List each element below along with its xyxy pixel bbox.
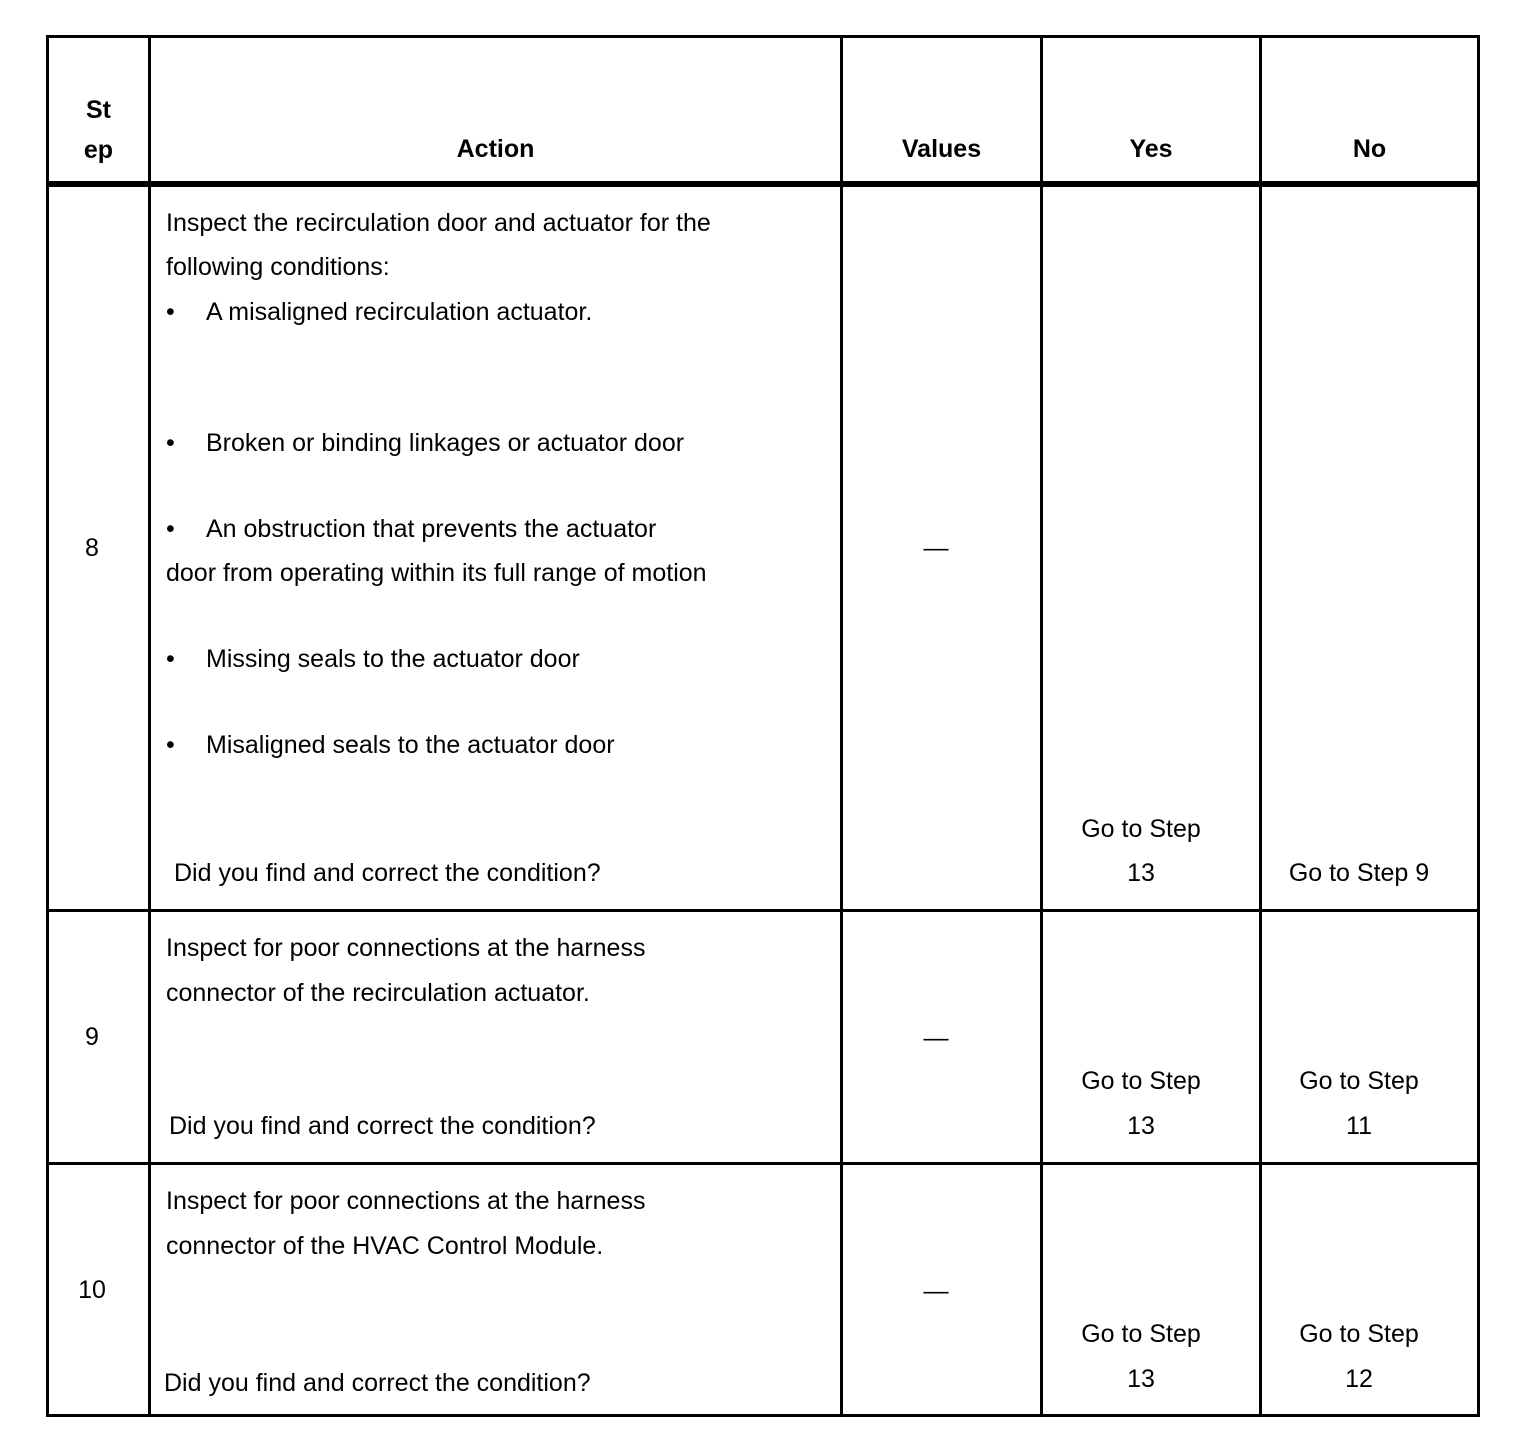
row-9-values: — xyxy=(923,1024,949,1052)
row-8-bullet-3-text: An obstruction that prevents the actuator xyxy=(206,515,657,543)
bullet-dot: • xyxy=(166,429,175,457)
row-8-step: 8 xyxy=(85,534,99,562)
row-9-yes-line1: Go to Step xyxy=(1081,1067,1201,1095)
col-divider-yes-no xyxy=(1259,35,1262,1417)
row-8-bullet-5-text: Misaligned seals to the actuator door xyxy=(206,731,615,759)
row-10-no-line1: Go to Step xyxy=(1299,1320,1419,1348)
header-step-line2: ep xyxy=(83,136,114,164)
row-9-yes-line2: 13 xyxy=(1127,1112,1155,1140)
row-8-bullet-4-text: Missing seals to the actuator door xyxy=(206,645,580,673)
row-8-bullet-3-continuation: door from operating within its full range of motion xyxy=(166,559,707,587)
row-divider-8-9 xyxy=(46,909,1480,912)
row-8-values: — xyxy=(923,534,949,562)
bullet-dot: • xyxy=(166,515,175,543)
table-bottom-border xyxy=(46,1414,1480,1417)
row-10-question: Did you find and correct the condition? xyxy=(164,1369,591,1397)
row-8-bullet-3 xyxy=(166,507,656,551)
row-8-bullet-2 xyxy=(166,421,684,465)
row-10-intro-line1: Inspect for poor connections at the harness xyxy=(166,1187,646,1215)
header-values: Values xyxy=(901,135,982,163)
col-divider-values-yes xyxy=(1040,35,1043,1417)
row-10-no-line2: 12 xyxy=(1345,1365,1373,1393)
header-step-line1: St xyxy=(86,96,111,124)
header-action: Action xyxy=(456,135,535,163)
row-divider-9-10 xyxy=(46,1162,1480,1165)
header-divider xyxy=(46,181,1480,187)
row-8-question: Did you find and correct the condition? xyxy=(174,859,601,887)
row-10-intro-line2: connector of the HVAC Control Module. xyxy=(166,1232,604,1260)
row-8-yes-line2: 13 xyxy=(1127,859,1155,887)
header-yes: Yes xyxy=(1129,135,1173,163)
bullet-dot: • xyxy=(166,298,175,326)
row-10-yes-line1: Go to Step xyxy=(1081,1320,1201,1348)
row-8-intro-line2: following conditions: xyxy=(166,253,390,281)
row-8-bullet-1-text: A misaligned recirculation actuator. xyxy=(206,298,593,326)
row-8-bullet-4 xyxy=(166,637,580,681)
table-right-border xyxy=(1477,35,1480,1417)
table-top-border xyxy=(46,35,1480,38)
row-8-intro-line1: Inspect the recirculation door and actuator for the xyxy=(166,209,711,237)
row-8-no: Go to Step 9 xyxy=(1288,859,1430,887)
diagnostic-table xyxy=(46,35,1480,1417)
col-divider-action-values xyxy=(840,35,843,1417)
row-8-bullet-1 xyxy=(166,290,592,334)
row-8-bullet-2-text: Broken or binding linkages or actuator door xyxy=(206,429,685,457)
row-9-step: 9 xyxy=(85,1023,99,1051)
row-10-yes-line2: 13 xyxy=(1127,1365,1155,1393)
bullet-dot: • xyxy=(166,645,175,673)
row-8-bullet-5 xyxy=(166,723,615,767)
col-divider-step-action xyxy=(148,35,151,1417)
header-step xyxy=(49,90,148,170)
row-9-intro-line1: Inspect for poor connections at the harness xyxy=(166,934,646,962)
row-10-values: — xyxy=(923,1277,949,1305)
bullet-dot: • xyxy=(166,731,175,759)
row-10-step: 10 xyxy=(78,1276,106,1304)
row-9-intro-line2: connector of the recirculation actuator. xyxy=(166,979,590,1007)
row-9-no-line1: Go to Step xyxy=(1299,1067,1419,1095)
row-8-yes-line1: Go to Step xyxy=(1081,815,1201,843)
table-left-border xyxy=(46,35,49,1417)
row-9-question: Did you find and correct the condition? xyxy=(169,1112,596,1140)
row-9-no-line2: 11 xyxy=(1346,1112,1372,1140)
header-no: No xyxy=(1352,135,1387,163)
